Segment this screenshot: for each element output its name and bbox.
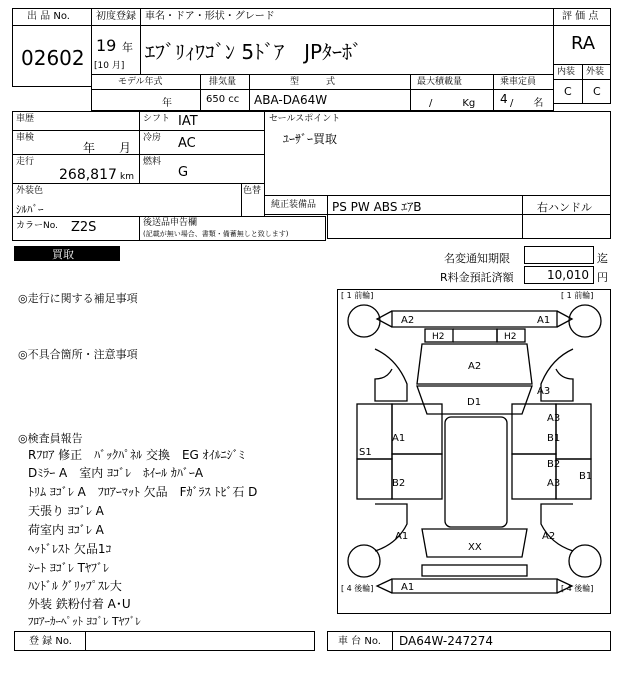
displacement-label: 排気量 bbox=[209, 77, 237, 87]
max-load-cell bbox=[410, 89, 494, 111]
chassis-label-cell bbox=[327, 631, 393, 651]
ac-label: 冷房 bbox=[143, 133, 162, 143]
displacement-label-cell bbox=[200, 74, 250, 90]
capacity-unit: / 名 bbox=[510, 98, 544, 109]
report-line: ﾍｯﾄﾞﾚｽﾄ 欠品1ｺ bbox=[28, 542, 112, 556]
docs-label: 後送品申告欄 bbox=[143, 218, 198, 228]
model-year-unit: 年 bbox=[162, 98, 172, 109]
sales-point-label: セールスポイント bbox=[269, 114, 341, 124]
equipment-extra-cell bbox=[327, 214, 523, 239]
type-cell bbox=[249, 89, 411, 111]
car-diagram bbox=[337, 289, 611, 614]
inspection-value: 年 月 bbox=[83, 141, 132, 155]
driving-heading: ◎走行に関する補足事項 bbox=[18, 292, 138, 305]
mark-rear-panel: XX bbox=[468, 542, 482, 553]
interior-grade: C bbox=[564, 85, 572, 98]
color-change-cell bbox=[241, 183, 265, 217]
recycle-unit: 円 bbox=[597, 271, 608, 284]
mileage-label: 走行 bbox=[16, 157, 35, 167]
inspector-heading: ◎検査員報告 bbox=[18, 432, 83, 445]
ac-cell bbox=[139, 130, 265, 155]
first-reg-cell bbox=[91, 25, 141, 75]
purchase-badge bbox=[14, 246, 120, 261]
history-cell bbox=[12, 111, 140, 131]
grade-label: 評 価 点 bbox=[562, 11, 599, 22]
shift-cell bbox=[139, 111, 265, 131]
first-reg-label: 初度登録 bbox=[96, 11, 136, 22]
model-year-cell bbox=[91, 89, 201, 111]
car-name-label: 車名・ドア・形状・グレード bbox=[145, 11, 275, 22]
car-name-cell bbox=[140, 25, 554, 75]
mark-right-rear-door-a: B2 bbox=[547, 459, 561, 470]
docs-note: (記載が無い場合、書類・備蓄無しと致します) bbox=[143, 230, 289, 238]
exterior-grade-cell bbox=[582, 79, 611, 104]
mark-rear-bumper: A1 bbox=[401, 582, 415, 593]
mark-headlight-right: H2 bbox=[504, 332, 517, 342]
capacity-value: 4 bbox=[500, 92, 508, 106]
color-value: ｼﾙﾊﾞｰ bbox=[16, 203, 44, 216]
report-line: ｼｰﾄ ﾖｺﾞﾚ Tﾔﾌﾞﾚ bbox=[28, 561, 109, 575]
model-year-label-cell bbox=[91, 74, 201, 90]
chassis-value-cell bbox=[392, 631, 611, 651]
tire-label-fl: [ 1 前輪] bbox=[341, 291, 374, 300]
mark-right-rear-door-b: A3 bbox=[547, 478, 561, 489]
first-reg-year: 19 bbox=[96, 36, 117, 55]
mark-rear-fender-right: A2 bbox=[542, 531, 556, 542]
mark-left-front-door: A1 bbox=[392, 433, 406, 444]
car-name: ｴﾌﾞﾘｨﾜｺﾞﾝ 5ﾄﾞｱ JPﾀｰﾎﾞ bbox=[145, 40, 363, 64]
exterior-grade: C bbox=[593, 85, 601, 98]
mark-front-fender-right: A3 bbox=[537, 386, 551, 397]
docs-cell bbox=[139, 216, 326, 241]
first-reg-month: [10 月] bbox=[94, 61, 125, 71]
report-line: 荷室内 ﾖｺﾞﾚ A bbox=[28, 523, 104, 537]
report-line: 天張り ﾖｺﾞﾚ A bbox=[28, 504, 104, 518]
displacement-cell bbox=[200, 89, 250, 111]
mark-rear-fender-left: A1 bbox=[395, 531, 409, 542]
sales-point-cell bbox=[264, 111, 611, 196]
mark-left-rear-door: B2 bbox=[392, 478, 406, 489]
capacity-label-cell bbox=[493, 74, 554, 90]
interior-label-cell bbox=[553, 64, 583, 80]
chassis-label: 車 台 No. bbox=[338, 636, 381, 647]
fuel-label: 燃料 bbox=[143, 157, 162, 167]
mark-headlight-left: H2 bbox=[432, 332, 445, 342]
tire-front-right-icon bbox=[569, 305, 601, 337]
lot-label-cell bbox=[12, 8, 92, 26]
chassis-value: DA64W-247274 bbox=[399, 634, 494, 648]
purchase-label: 買取 bbox=[52, 248, 74, 261]
steering-cell bbox=[522, 195, 611, 215]
mark-bonnet: A2 bbox=[468, 361, 482, 372]
report-line: 外装 鉄粉付着 A･U bbox=[28, 597, 131, 611]
max-load-label: 最大積載量 bbox=[417, 77, 463, 87]
report-line: ﾄﾘﾑ ﾖｺﾞﾚ A ﾌﾛｱｰﾏｯﾄ 欠品 Fｶﾞﾗｽ ﾄﾋﾞ石 D bbox=[28, 485, 258, 499]
type-label: 型 式 bbox=[290, 77, 336, 87]
max-load-label-cell bbox=[410, 74, 494, 90]
shift-label: シフト bbox=[143, 114, 171, 124]
inspection-label: 車検 bbox=[16, 133, 35, 143]
exterior-label-cell bbox=[582, 64, 611, 80]
lot-number: 02602 bbox=[21, 46, 85, 70]
report-line: ﾊﾝﾄﾞﾙ ｸﾞﾘｯﾌﾟｽﾚ大 bbox=[28, 579, 122, 593]
inspection-cell bbox=[12, 130, 140, 155]
steering-value: 右ハンドル bbox=[537, 201, 592, 214]
report-line: Rﾌﾛｱ 修正 ﾊﾞｯｸﾊﾟﾈﾙ 交換 EG ｵｲﾙﾆｼﾞﾐ bbox=[28, 448, 245, 462]
mark-front-bumper-right: A1 bbox=[537, 315, 551, 326]
tire-rear-left-icon bbox=[348, 545, 380, 577]
steering-extra-cell bbox=[522, 214, 611, 239]
mark-left-step: S1 bbox=[359, 447, 372, 458]
interior-label: 内装 bbox=[557, 67, 576, 77]
color-no-label: カラーNo. bbox=[16, 221, 58, 231]
type-value: ABA-DA64W bbox=[254, 93, 328, 107]
mileage-value: 268,817 bbox=[59, 167, 117, 183]
tire-label-rl: [ 4 後輪] bbox=[341, 584, 374, 593]
tire-label-rr: [ 4 後輪] bbox=[561, 584, 594, 593]
mark-right-front-door-a: A3 bbox=[547, 413, 561, 424]
interior-grade-cell bbox=[553, 79, 583, 104]
tire-front-left-icon bbox=[348, 305, 380, 337]
displacement-value: 650 cc bbox=[206, 94, 240, 105]
mileage-cell bbox=[12, 154, 140, 184]
fuel-cell bbox=[139, 154, 265, 184]
grade-cell bbox=[553, 25, 611, 65]
model-year-label: モデル年式 bbox=[118, 77, 163, 87]
capacity-cell bbox=[493, 89, 554, 111]
equipment-label: 純正装備品 bbox=[271, 200, 317, 210]
mark-front-bumper-left: A2 bbox=[401, 315, 415, 326]
name-change-box bbox=[524, 246, 594, 264]
grade-label-cell bbox=[553, 8, 611, 26]
reg-label: 登 録 No. bbox=[29, 636, 72, 647]
name-change-unit: 迄 bbox=[597, 252, 608, 265]
max-load-unit: / Kg bbox=[429, 98, 476, 109]
defect-heading: ◎不具合箇所・注意事項 bbox=[18, 348, 138, 361]
mileage-unit: km bbox=[120, 172, 134, 182]
equipment-label-cell bbox=[264, 195, 328, 215]
reg-label-cell bbox=[14, 631, 86, 651]
color-change-label: 色替 bbox=[243, 186, 262, 196]
mark-right-front-door-b: B1 bbox=[547, 433, 561, 444]
mark-right-sill: B1 bbox=[579, 471, 593, 482]
recycle-amount: 10,010 bbox=[547, 268, 589, 282]
first-reg-year-unit: 年 bbox=[122, 41, 133, 54]
equipment-cell bbox=[327, 195, 523, 215]
tire-rear-right-icon bbox=[569, 545, 601, 577]
exterior-label: 外装 bbox=[586, 67, 605, 77]
lot-number-cell bbox=[12, 25, 92, 87]
sales-point-value: ﾕｰｻﾞｰ買取 bbox=[283, 132, 338, 146]
ac-value: AC bbox=[178, 136, 196, 151]
tire-label-fr: [ 1 前輪] bbox=[561, 291, 594, 300]
grade-value: RA bbox=[571, 33, 596, 54]
color-cell bbox=[12, 183, 242, 217]
color-label: 外装色 bbox=[16, 186, 44, 196]
first-reg-label-cell bbox=[91, 8, 141, 26]
capacity-label: 乗車定員 bbox=[500, 77, 537, 87]
reg-value-cell bbox=[85, 631, 315, 651]
car-name-label-cell bbox=[140, 8, 554, 26]
recycle-box bbox=[524, 266, 594, 284]
lot-label: 出 品 No. bbox=[27, 11, 70, 22]
report-line: ﾌﾛｱｰｶｰﾍﾟｯﾄ ﾖｺﾞﾚ Tﾔﾌﾞﾚ bbox=[28, 615, 141, 628]
mark-windshield: D1 bbox=[467, 397, 482, 408]
equipment-value: PS PW ABS ｴｱB bbox=[332, 200, 422, 214]
report-line: Dﾐﾗｰ A 室内 ﾖｺﾞﾚ ﾎｲｰﾙ ｶﾊﾞｰA bbox=[28, 466, 204, 480]
history-label: 車歴 bbox=[16, 114, 35, 124]
color-no-value: Z2S bbox=[71, 220, 97, 235]
type-label-cell bbox=[249, 74, 411, 90]
fuel-value: G bbox=[178, 165, 189, 180]
recycle-label: R料金預託済額 bbox=[440, 271, 514, 284]
shift-value: IAT bbox=[178, 114, 198, 129]
name-change-label: 名変通知期限 bbox=[444, 252, 510, 265]
color-no-cell bbox=[12, 216, 140, 241]
